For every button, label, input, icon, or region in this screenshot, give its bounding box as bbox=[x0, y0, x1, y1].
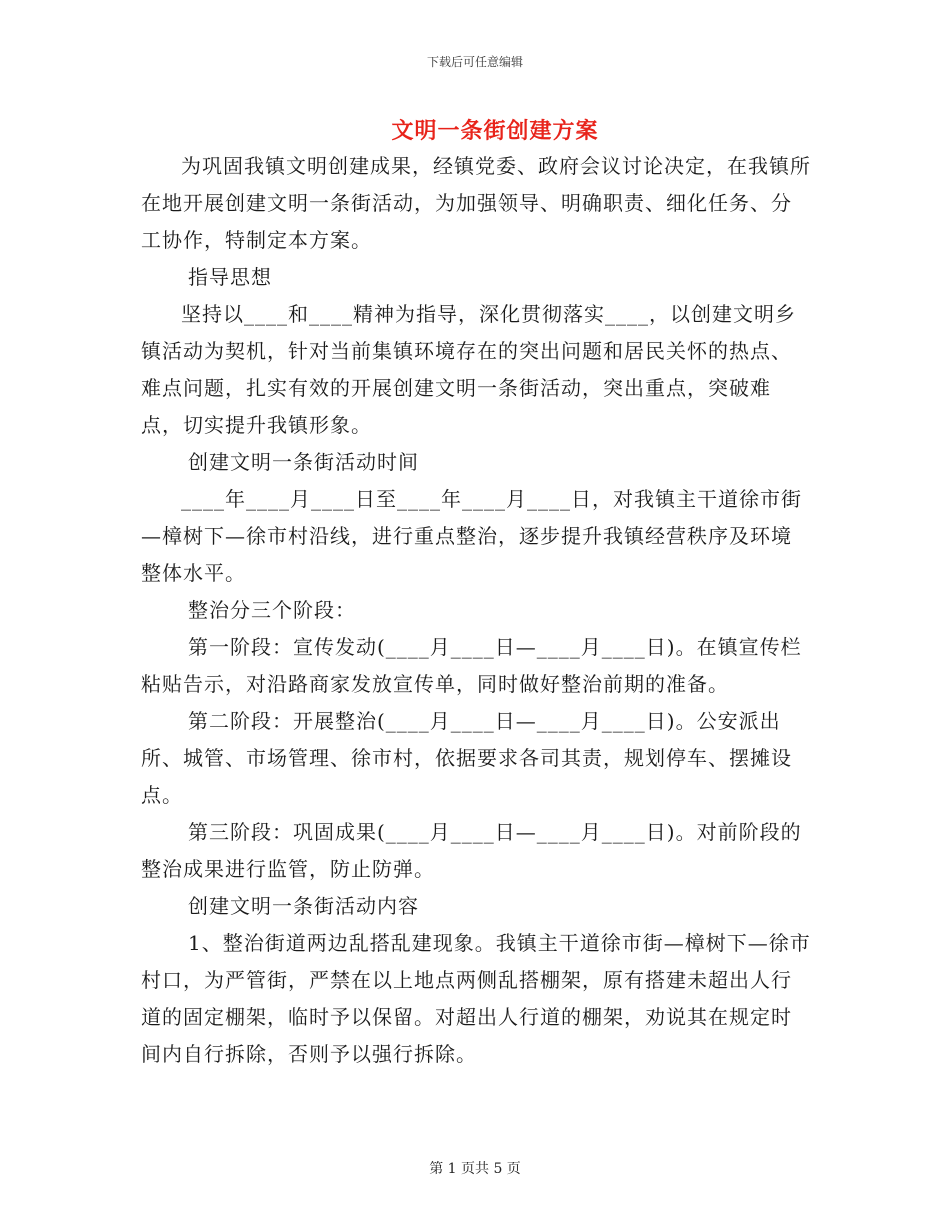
paragraph-stage-two: 第二阶段：开展整治(____月____日—____月____日)。公安派出所、城管、市场管理、徐市村，依据要求各司其责，规划停车、摆摊设点。 bbox=[141, 709, 792, 807]
paragraph-stage-three: 第三阶段：巩固成果(____月____日—____月____日)。对前阶段的整治成果进行监管，防止防弹。 bbox=[141, 820, 802, 881]
paragraph-stage-one: 第一阶段：宣传发动(____月____日—____月____日)。在镇宣传栏粘贴告示，对沿路商家发放宣传单，同时做好整治前期的准备。 bbox=[141, 635, 802, 696]
section-heading-activity-content: 创建文明一条街活动内容 bbox=[188, 894, 419, 918]
paragraph-intro: 为巩固我镇文明创建成果，经镇党委、政府会议讨论决定，在我镇所在地开展创建文明一条街活动，为加强领导、明确职责、细化任务、分工协作，特制定本方案。 bbox=[141, 154, 811, 252]
document-body bbox=[141, 148, 811, 1073]
page-header-note: 下载后可任意编辑 bbox=[426, 55, 523, 69]
section-heading-activity-time: 创建文明一条街活动时间 bbox=[188, 450, 419, 474]
document-title: 文明一条街创建方案 bbox=[391, 118, 599, 144]
section-heading-guiding-thought: 指导思想 bbox=[188, 265, 272, 289]
page-footer-number: 第 1 页共 5 页 bbox=[429, 1161, 521, 1177]
paragraph-activity-time: ____年____月____日至____年____月____日，对我镇主干道徐市街—樟树下—徐市村沿线，进行重点整治，逐步提升我镇经营秩序及环境整体水平。 bbox=[141, 487, 802, 585]
paragraph-guiding-thought: 坚持以____和____精神为指导，深化贯彻落实____，以创建文明乡镇活动为契机，针对当前集镇环境存在的突出问题和居民关怀的热点、难点问题，扎实有效的开展创建文明一条街活动，突出重点，突破难点，切实提升我镇形象。 bbox=[141, 302, 796, 437]
paragraph-content-item-1: 1、整治街道两边乱搭乱建现象。我镇主干道徐市街—樟树下—徐市村口，为严管街，严禁在以上地点两侧乱搭棚架，原有搭建未超出人行道的固定棚架，临时予以保留。对超出人行道的棚架，劝说其在规定时间内自行拆除，否则予以强行拆除。 bbox=[141, 931, 811, 1066]
paragraph-three-stages: 整治分三个阶段： bbox=[188, 598, 356, 622]
